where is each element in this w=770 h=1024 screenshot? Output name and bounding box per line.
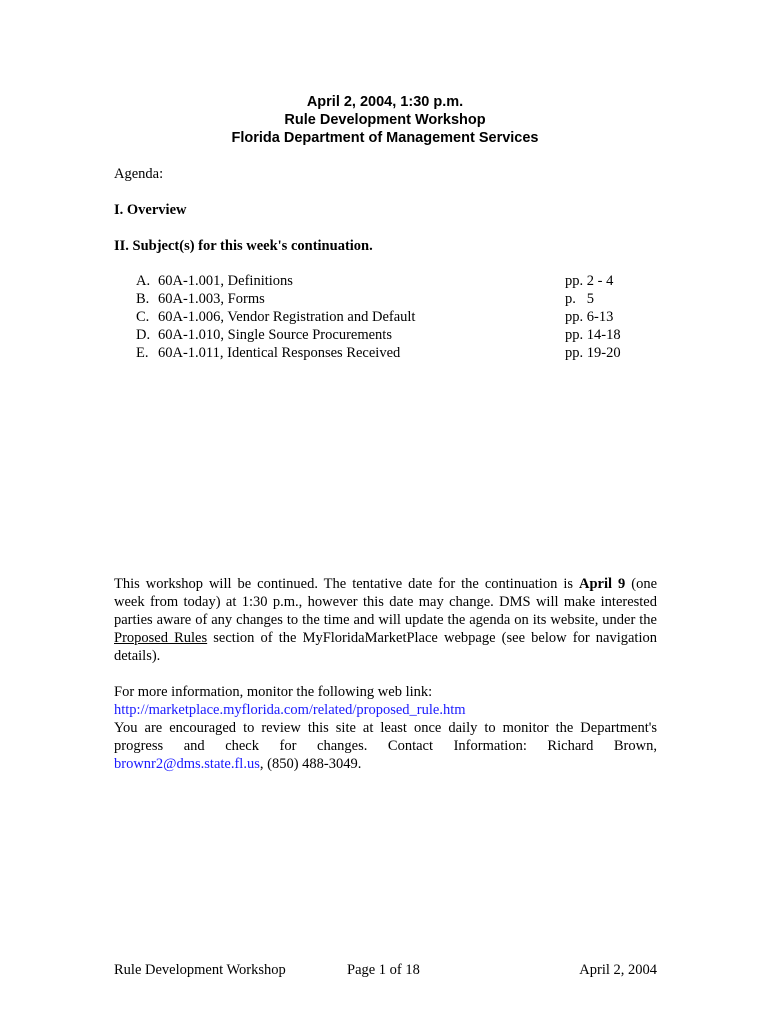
footer-title: Rule Development Workshop <box>114 962 286 978</box>
list-item <box>114 308 634 326</box>
section-overview-heading: I. Overview <box>114 202 187 218</box>
footer-date: April 2, 2004 <box>579 962 657 978</box>
continuation-date: April 9 <box>578 576 626 592</box>
agenda-items-list <box>114 272 634 362</box>
continuation-text-a: This workshop will be continued. The tentative date for the continuation is <box>114 576 579 592</box>
item-pages: pp. 6-13 <box>565 309 614 325</box>
agenda-label: Agenda: <box>114 166 164 182</box>
more-info-intro: For more information, monitor the following web link: <box>114 684 433 700</box>
header-date-time: April 2, 2004, 1:30 p.m. <box>306 94 464 110</box>
item-letter: D. <box>136 327 151 343</box>
footer-page-number: Page 1 of 18 <box>347 962 420 978</box>
header-department: Florida Department of Management Services <box>231 130 539 146</box>
item-description: 60A-1.006, Vendor Registration and Default <box>158 309 416 325</box>
contact-phone: , (850) 488-3049. <box>259 756 362 772</box>
item-pages: pp. 2 - 4 <box>565 273 614 289</box>
continuation-text-c: section of the MyFloridaMarketPlace webpage (see below for navigation details). <box>114 630 657 664</box>
item-description: 60A-1.001, Definitions <box>158 273 293 289</box>
item-description: 60A-1.003, Forms <box>158 291 265 307</box>
review-text: You are encouraged to review this site at least once daily to monitor the Department's progress and check for changes. Contact Information: Richard Brown, <box>114 720 657 754</box>
more-info-paragraph <box>114 683 657 773</box>
item-letter: B. <box>136 291 150 307</box>
proposed-rules-link[interactable]: Proposed Rules <box>114 630 208 646</box>
item-pages: pp. 19-20 <box>565 345 621 361</box>
section-subjects-heading: II. Subject(s) for this week's continuation. <box>114 238 373 254</box>
item-letter: A. <box>136 273 151 289</box>
continuation-text-b: (one week from today) at 1:30 p.m., however this date may change. DMS will make interested parties aware of any changes to the time and will update the agenda on its website, under the <box>114 576 657 628</box>
list-item <box>114 344 634 362</box>
list-item <box>114 272 634 290</box>
page-footer <box>114 961 657 979</box>
item-letter: E. <box>136 345 149 361</box>
contact-email-link[interactable]: brownr2@dms.state.fl.us <box>114 756 260 772</box>
item-pages: p. 5 <box>565 291 594 307</box>
item-letter: C. <box>136 309 150 325</box>
header-workshop-title: Rule Development Workshop <box>284 112 486 128</box>
list-item <box>114 290 634 308</box>
item-description: 60A-1.011, Identical Responses Received <box>158 345 401 361</box>
item-pages: pp. 14-18 <box>565 327 621 343</box>
list-item <box>114 326 634 344</box>
document-header <box>0 93 770 147</box>
proposed-rule-url-link[interactable]: http://marketplace.myflorida.com/related/proposed_rule.htm <box>114 702 466 718</box>
item-description: 60A-1.010, Single Source Procurements <box>158 327 392 343</box>
continuation-paragraph <box>114 575 657 665</box>
